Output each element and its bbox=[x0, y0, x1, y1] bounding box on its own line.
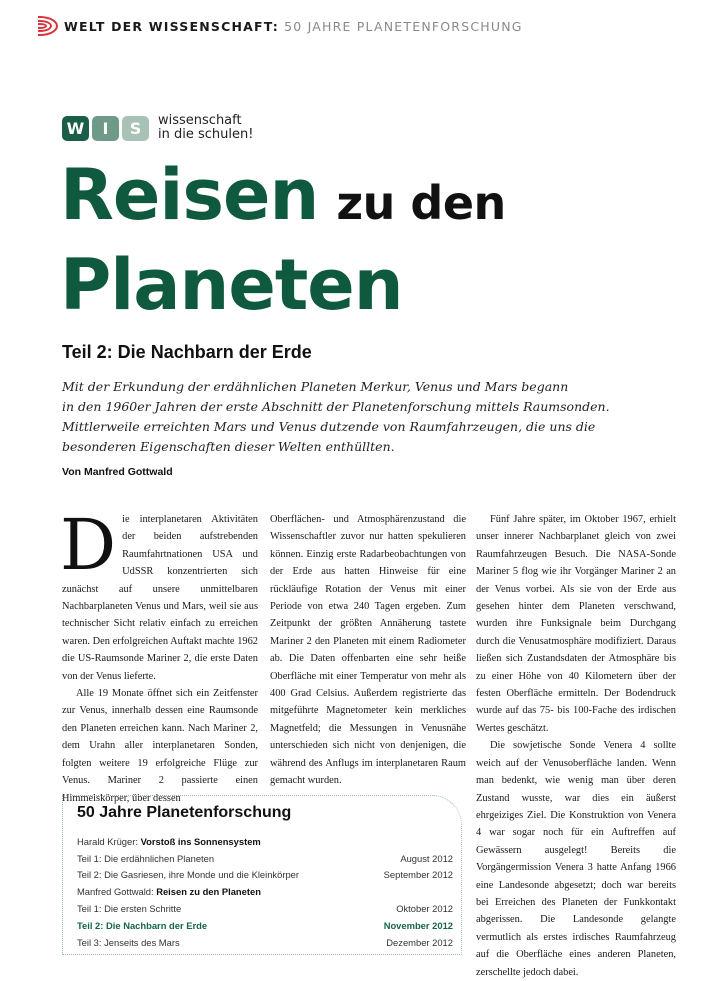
series-row: Teil 1: Die erdähnlichen Planeten August 2012 bbox=[77, 852, 453, 864]
wis-badge bbox=[62, 114, 253, 142]
article-column-2: Oberflächen- und Atmosphärenzustand die Wissenschaftler zuvor nur hatten spekulieren können. Einzig erste Radarbeobachtungen von der Erde aus hatten Hinweise für eine rückläufige Rotation der Venus mit einer Periode von etwa 240 Tagen ergeben. Zum Zeitpunkt der größten Annäherung tastete Mariner 2 den Planeten mit einem Radiometer ab. Die Daten offenbarten eine sehr heiße Oberfläche mit einer Temperatur von mehr als 400 Grad Celsius. Außerdem registrierte das mitgeführte Magnetometer kein merkliches Magnetfeld; die Messungen in Venusnähe unterschieden sich nicht von denjenigen, die während des Anflugs im interplanetaren Raum gemacht wurden. bbox=[270, 514, 466, 787]
series-row: Harald Krüger: Vorstoß ins Sonnensystem bbox=[77, 835, 261, 847]
wis-letter-w: W bbox=[62, 116, 89, 141]
title-reisen: Reisen bbox=[60, 154, 319, 236]
series-list bbox=[77, 833, 453, 951]
drop-cap: D bbox=[60, 504, 117, 586]
author-byline: Von Manfred Gottwald bbox=[62, 466, 173, 478]
wis-tagline: wissenschaft in die schulen! bbox=[158, 113, 254, 142]
series-row: Teil 1: Die ersten Schritte Oktober 2012 bbox=[77, 903, 453, 915]
article-column-3: Fünf Jahre später, im Oktober 1967, erhielt unser innerer Nachbarplanet gleich von zwei Raumfahrzeugen Besuch. Die NASA-Sonde Mariner 5 flog wie ihr Vorgänger Mariner 2 an der Venus vorbei. Als sie von der Erde aus gesehen hinter dem Planeten verschwand, wurden ihre Funksignale beim Durchgang durch die Venusatmosphäre modifiziert. Daraus ließen sich Zustandsdaten der Atmosphäre bis zu einer Höhe von 40 Kilometern über der festen Oberfläche ermitteln. Der Bodendruck wurde auf das 75- bis 100-Fache des irdischen Wertes geschätzt. Die sowjetische Sonde Venera 4 sollte weich auf der Venusoberfläche landen. Wenn man bedenkt, wie wenig man über deren Zustand wusste, war dies ein äußerst ehrgeiziges Ziel. Die Konstruktion von Venera 4 war sogar noch für ein Auftreffen auf Gewässern ausgelegt! Bereits die Vorgängermission Venera 3 hatte Anfang 1966 eine Landesonde abgesetzt; doch war bereits bei Erreichen des Planeten der Funkkontakt abgerissen. Die Landesonde gelangte vermutlich als erstes irdisches Raumfahrzeug auf die Oberfläche eines anderen Planeten, zerschellte jedoch dabei. bbox=[476, 514, 676, 978]
article-title bbox=[60, 154, 506, 326]
article-subtitle: Teil 2: Die Nachbarn der Erde bbox=[62, 342, 312, 362]
series-box-title: 50 Jahre Planetenforschung bbox=[77, 804, 292, 821]
series-row-current: Teil 2: Die Nachbarn der Erde November 2012 bbox=[77, 919, 453, 931]
header-series-label: 50 JAHRE PLANETENFORSCHUNG bbox=[284, 18, 523, 34]
wis-letter-s: S bbox=[122, 116, 149, 141]
series-row: Teil 3: Jenseits des Mars Dezember 2012 bbox=[77, 936, 453, 948]
article-column-1: Die interplanetaren Aktivitäten der beiden aufstrebenden Raumfahrtnationen USA und UdSSR konzentrierten sich zunächst auf unsere unmittelbaren Nachbarplaneten Venus und Mars, weil sie aus technischer Sicht relativ einfach zu erreichen waren. Den erfolgreichen Auftakt machte 1962 die US-Raumsonde Mariner 2, die erste Daten von der Venus lieferte. Alle 19 Monate öffnet sich ein Zeitfenster zur Venus, innerhalb dessen eine Raumsonde den Planeten erreichen kann. Nach Mariner 2, dem Urahn aller interplanetaren Sonden, folgten weitere 19 erfolgreiche Flüge zur Venus. Mariner 2 passierte einen Himmelskörper, über dessen bbox=[60, 504, 258, 804]
series-row: Manfred Gottwald: Reisen zu den Planeten bbox=[77, 886, 261, 898]
concentric-rings-icon bbox=[38, 16, 58, 36]
title-planeten: Planeten bbox=[60, 244, 403, 326]
series-overview-box bbox=[62, 795, 462, 955]
header-section-label: WELT DER WISSENSCHAFT: bbox=[64, 18, 279, 34]
lead-paragraph: Mit der Erkundung der erdähnlichen Planeten Merkur, Venus und Mars begann in den 1960er Jahren der erste Abschnitt der Planetenforschung mittels Raumsonden. Mittlerweile erreichten Mars und Venus dutzende von Raumfahrzeugen, die uns die besonderen Eigenschaften dieser Welten enthüllten. bbox=[62, 379, 610, 454]
wis-letter-i: I bbox=[92, 116, 119, 141]
section-header bbox=[38, 14, 523, 38]
title-zu-den: zu den bbox=[336, 176, 506, 230]
series-row: Teil 2: Die Gasriesen, ihre Monde und die Kleinkörper September 2012 bbox=[77, 869, 453, 881]
